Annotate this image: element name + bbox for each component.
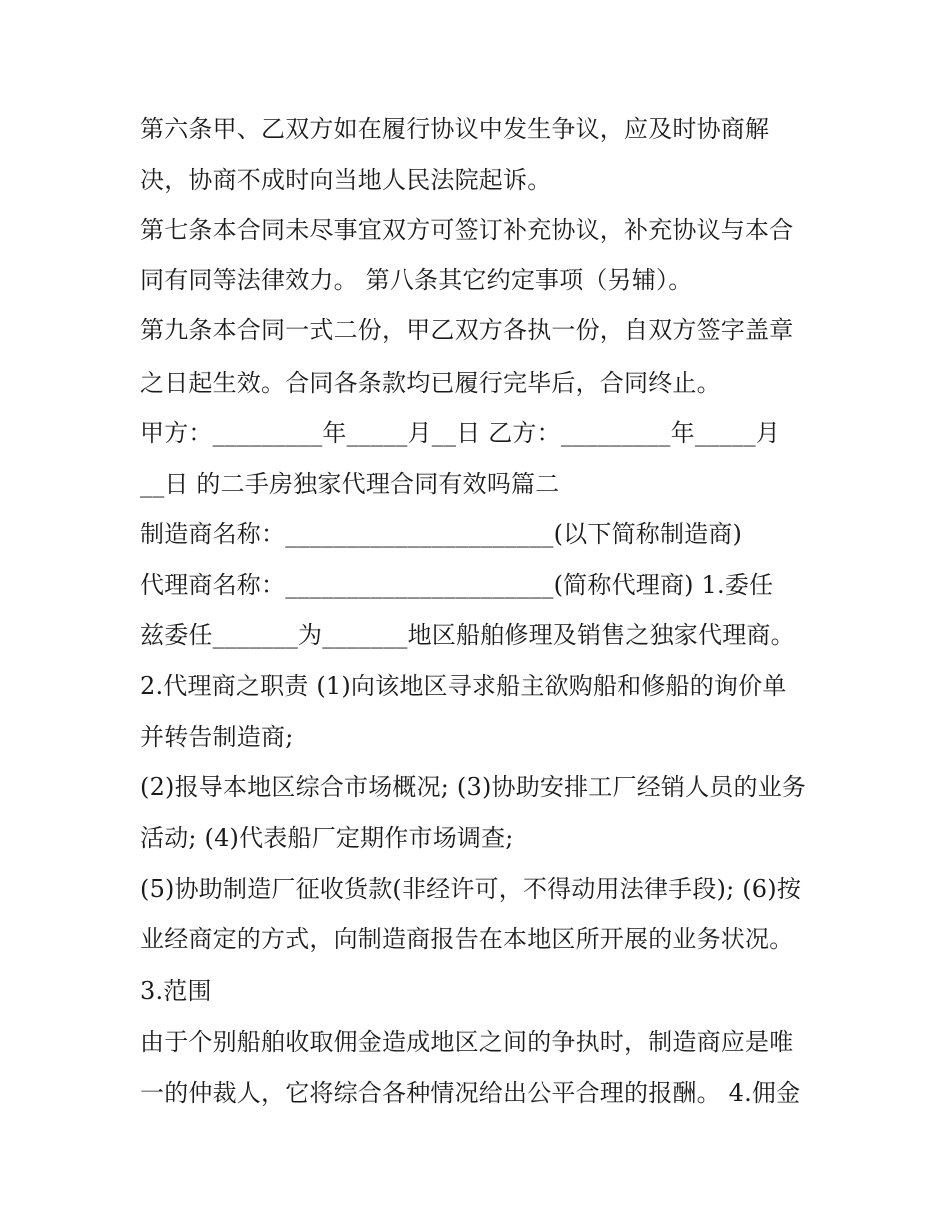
text-line: 之日起生效。合同各条款均已履行完毕后，合同终止。: [140, 369, 721, 397]
text-line: 2.代理商之职责 (1)向该地区寻求船主欲购船和修船的询价单: [140, 672, 787, 700]
text-line: 第九条本合同一式二份，甲乙双方各执一份，自双方签字盖章: [140, 316, 794, 344]
text-line: (5)协助制造厂征收货款(非经许可，不得动用法律手段); (6)按: [140, 875, 802, 903]
text-line: 第七条本合同未尽事宜双方可签订补充协议，补充协议与本合: [140, 216, 794, 244]
text-line: 制造商名称：______________________(以下简称制造商): [140, 520, 743, 548]
text-line: 并转告制造商;: [140, 723, 294, 751]
text-line: 决，协商不成时向当地人民法院起诉。: [140, 166, 552, 194]
text-line: 同有同等法律效力。 第八条其它约定事项（另辅）。: [140, 266, 693, 294]
text-line: (2)报导本地区综合市场概况; (3)协助安排工厂经销人员的业务: [140, 773, 807, 801]
text-line: 活动; (4)代表船厂定期作市场调查;: [140, 824, 514, 852]
text-line: 3.范围: [140, 977, 212, 1005]
text-line: 兹委任_______为_______地区船舶修理及销售之独家代理商。: [140, 621, 795, 649]
text-line: __日 的二手房独家代理合同有效吗篇二: [140, 470, 560, 498]
text-line: 业经商定的方式，向制造商报告在本地区所开展的业务状况。: [140, 925, 794, 953]
text-line: 代理商名称：______________________(简称代理商) 1.委任: [140, 571, 774, 599]
text-line: 由于个别船舶收取佣金造成地区之间的争执时，制造商应是唯: [140, 1028, 794, 1056]
text-line: 一的仲裁人，它将综合各种情况给出公平合理的报酬。 4.佣金: [140, 1079, 801, 1107]
text-line: 甲方：_________年_____月__日 乙方：_________年_____月: [140, 419, 781, 447]
text-line: 第六条甲、乙双方如在履行协议中发生争议，应及时协商解: [140, 115, 770, 143]
